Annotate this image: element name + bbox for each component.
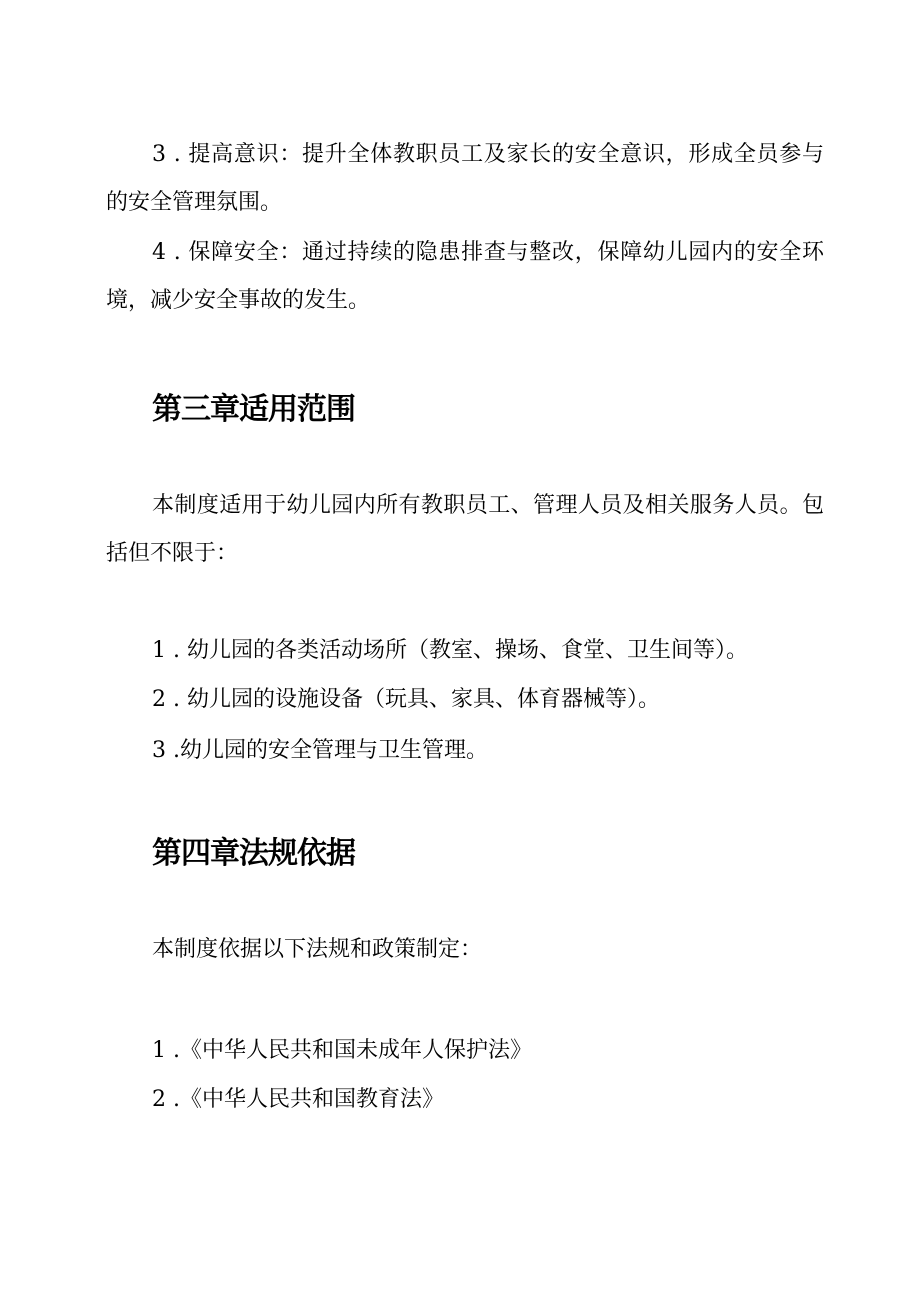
chapter-3-intro: 本制度适用于幼儿园内所有教职员工、管理人员及相关服务人员。包括但不限于： — [106, 493, 824, 566]
chapter-4-item-2: 2 .《中华人民共和国教育法》 — [152, 1087, 444, 1112]
chapter-3-item-1: 1 . 幼儿园的各类活动场所（教室、操场、食堂、卫生间等）。 — [152, 638, 748, 663]
goal-item-4: 4 . 保障安全：通过持续的隐患排查与整改，保障幼儿园内的安全环境，减少安全事故的发生。 — [106, 240, 824, 313]
chapter-4-item-1: 1 .《中华人民共和国未成年人保护法》 — [152, 1038, 532, 1063]
chapter-3-heading: 第三章适用范围 — [152, 392, 355, 427]
chapter-3-item-2: 2 . 幼儿园的设施设备（玩具、家具、体育器械等）。 — [152, 687, 660, 712]
chapter-4-heading: 第四章法规依据 — [152, 836, 355, 871]
chapter-3-item-3: 3 .幼儿园的安全管理与卫生管理。 — [152, 738, 488, 763]
goal-item-3: 3 . 提高意识：提升全体教职员工及家长的安全意识，形成全员参与的安全管理氛围。 — [106, 142, 824, 215]
chapter-4-intro: 本制度依据以下法规和政策制定： — [152, 937, 483, 962]
